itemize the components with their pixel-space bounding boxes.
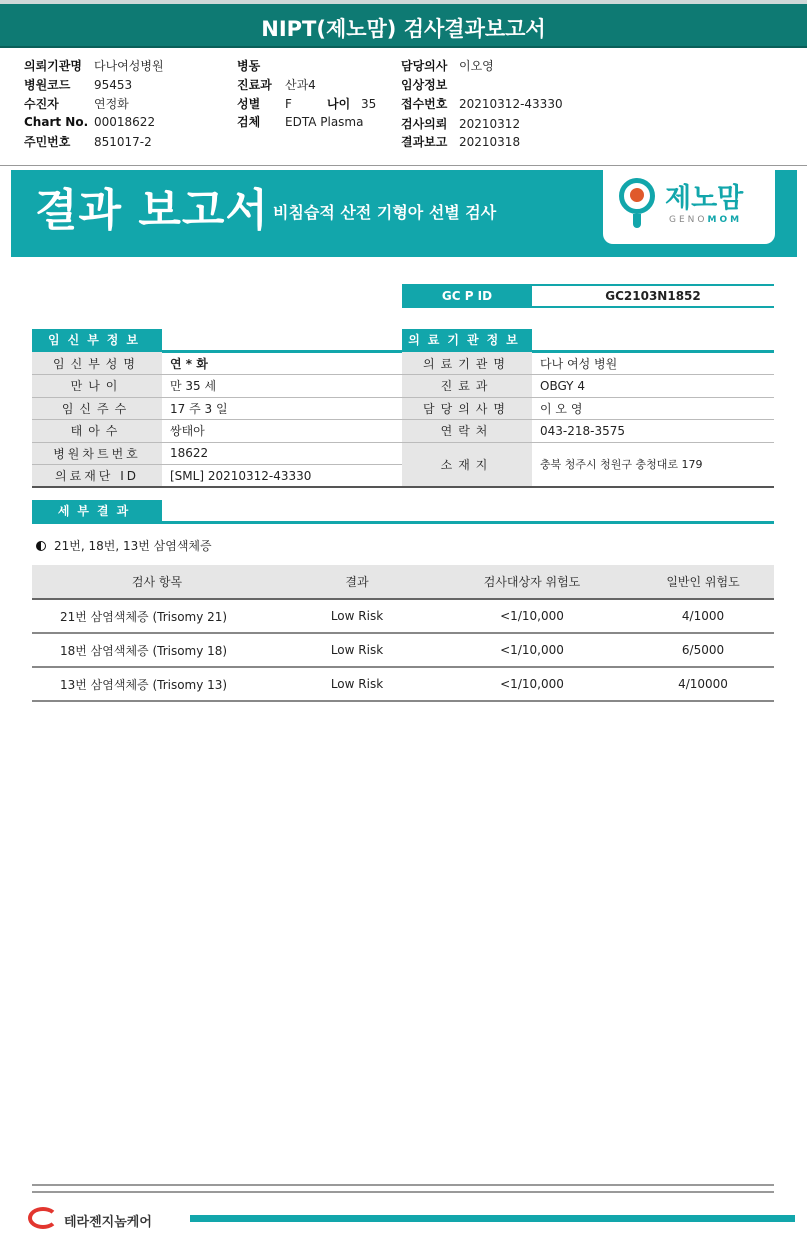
table-row: 의료재단 ID [SML] 20210312-43330 (32, 465, 403, 488)
company-name: 테라젠지놈케어 (64, 1215, 152, 1230)
table-row: 소재지 충북 청주시 청원구 충청대로 179 (402, 442, 774, 487)
company-logo (28, 1207, 188, 1231)
meta-report-date: 결과보고 20210318 (401, 135, 521, 149)
meta-clinical-info: 임상정보 (401, 78, 448, 92)
meta-specimen: 검체 EDTA Plasma (237, 115, 364, 129)
genomom-logo-stem-icon (633, 214, 641, 228)
footer-divider (32, 1184, 774, 1186)
report-title-bar (0, 0, 807, 48)
table-row: 임신부성명 연 * 화 (32, 352, 403, 375)
gcp-id-label: GC P ID (402, 286, 532, 306)
banner-title: 결과 보고서 (35, 185, 269, 236)
detail-result-title: 세부결과 (32, 500, 162, 522)
meta-chart-no: Chart No. 00018622 (24, 115, 156, 129)
meta-hospital-code: 병원코드 95453 (24, 78, 133, 92)
meta-patient: 수진자 연정화 (24, 97, 129, 111)
pregnant-info-title: 임신부정보 (32, 329, 162, 351)
footer-accent-bar (190, 1215, 795, 1222)
banner-subtitle: 비침습적 산전 기형아 선별 검사 (273, 203, 497, 222)
genomom-logo-dot-icon (630, 188, 644, 202)
table-row: 병원차트번호 18622 (32, 442, 403, 465)
table-row: 진료과 OBGY 4 (402, 375, 774, 398)
company-logo-icon (28, 1207, 58, 1229)
meta-request-date: 검사의뢰 20210312 (401, 117, 521, 131)
table-row: 13번 삼염색체증 (Trisomy 13) Low Risk <1/10,000 4/10000 (32, 667, 774, 701)
table-row: 태아수 쌍태아 (32, 420, 403, 443)
meta-receipt-no: 접수번호 20210312-43330 (401, 97, 563, 111)
table-row: 임신주수 17 주 3 일 (32, 397, 403, 420)
detail-summary: 21번, 18번, 13번 삼염색체증 (36, 537, 212, 554)
meta-ward: 병동 (237, 59, 261, 73)
table-row: 연락처 043-218-3575 (402, 420, 774, 443)
table-row: 의료기관명 다나 여성 병원 (402, 352, 774, 375)
table-row: 담당의사명 이 오 영 (402, 397, 774, 420)
table-row: 18번 삼염색체증 (Trisomy 18) Low Risk <1/10,000 6/5000 (32, 633, 774, 667)
result-banner (11, 170, 797, 257)
pregnant-info-header (32, 329, 403, 353)
detail-result-table (32, 565, 774, 702)
meta-sex-age: 성별 F 나이 35 (237, 97, 377, 111)
gcp-id-box (402, 284, 774, 308)
footer-divider (32, 1191, 774, 1193)
meta-department: 진료과 산과4 (237, 78, 316, 92)
logo-korean-text: 제노맘 (665, 183, 744, 214)
table-row: 만나이 만 35 세 (32, 375, 403, 398)
institution-info-header (402, 329, 774, 353)
genomom-logo (603, 170, 775, 244)
institution-info-title: 의료기관정보 (402, 329, 532, 351)
pregnant-info-table (32, 352, 403, 488)
report-title: NIPT(제노맘) 검사결과보고서 (261, 17, 546, 41)
institution-info-table (402, 352, 774, 488)
meta-doctor: 담당의사 이오영 (401, 59, 494, 73)
table-header-row: 검사 항목 결과 검사대상자 위험도 일반인 위험도 (32, 565, 774, 599)
half-circle-icon (36, 541, 46, 551)
logo-english-text: GENOMOM (669, 215, 743, 225)
report-meta (0, 54, 807, 166)
gcp-id-value: GC2103N1852 (605, 289, 701, 303)
meta-resident-no: 주민번호 851017-2 (24, 135, 152, 149)
detail-result-header (32, 500, 774, 524)
table-row: 21번 삼염색체증 (Trisomy 21) Low Risk <1/10,000 4/1000 (32, 599, 774, 633)
meta-requesting-org: 의뢰기관명 다나여성병원 (24, 59, 164, 73)
